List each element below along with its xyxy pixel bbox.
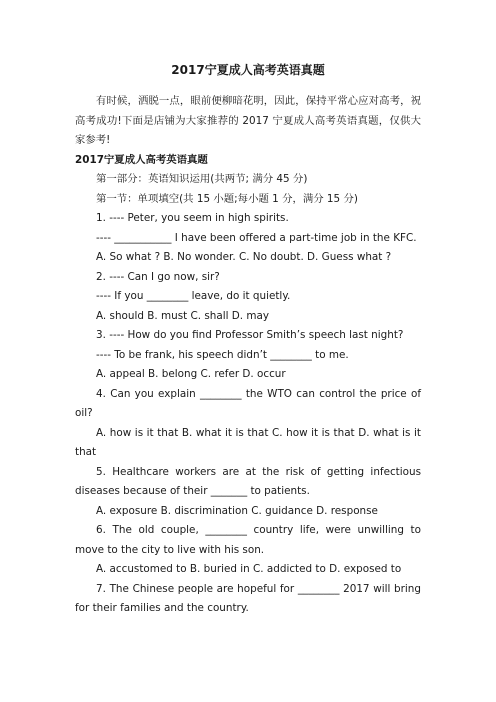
options-3: A. appeal B. belong C. refer D. occur — [96, 368, 286, 380]
options-5: A. exposure B. discrimination C. guidance D. response — [96, 504, 378, 517]
question-7: 7. The Chinese people are hopeful for ________ 2017 will bring for their families and the country. — [75, 582, 421, 614]
intro-paragraph: 有时候，洒脱一点，眼前便柳暗花明，因此，保持平常心应对高考，祝高考成功!下面是店铺为大家推荐的 2017 宁夏成人高考英语真题，仅供大家参考! — [75, 95, 421, 146]
question-2: 2. ---- Can I go now, sir? — [96, 270, 220, 283]
section-heading: 2017宁夏成人高考英语真题 — [75, 153, 208, 166]
options-6: A. accustomed to B. buried in C. addicted to D. exposed to — [96, 563, 402, 575]
part-heading: 第一部分：英语知识运用(共两节; 满分 45 分) — [96, 173, 308, 185]
answer-line-2: ---- If you ________ leave, do it quietly. — [96, 290, 291, 302]
question-4: 4. Can you explain ________ the WTO can control the price of oil? — [75, 387, 421, 419]
question-5: 5. Healthcare workers are at the risk of getting infectious diseases because of their _______ to patients. — [75, 465, 421, 497]
question-6: 6. The old couple, ________ country life, were unwilling to move to the city to live with his son. — [75, 524, 421, 556]
options-4: A. how is it that B. what it is that C. how it is that D. what is it that — [75, 426, 421, 458]
question-1: 1. ---- Peter, you seem in high spirits. — [96, 212, 289, 224]
answer-line-3: ---- To be frank, his speech didn’t ________ to me. — [96, 348, 349, 361]
options-1: A. So what ? B. No wonder. C. No doubt. D. Guess what ? — [96, 251, 392, 263]
section-instruction: 第一节：单项填空(共 15 小题;每小题 1 分，满分 15 分) — [96, 192, 358, 205]
options-2: A. should B. must C. shall D. may — [96, 309, 270, 322]
question-3: 3. ---- How do you find Professor Smith’s speech last night? — [96, 329, 404, 341]
document-title: 2017宁夏成人高考英语真题 — [171, 63, 325, 77]
answer-line-1: ---- ___________ I have been offered a part-time job in the KFC. — [96, 231, 417, 244]
